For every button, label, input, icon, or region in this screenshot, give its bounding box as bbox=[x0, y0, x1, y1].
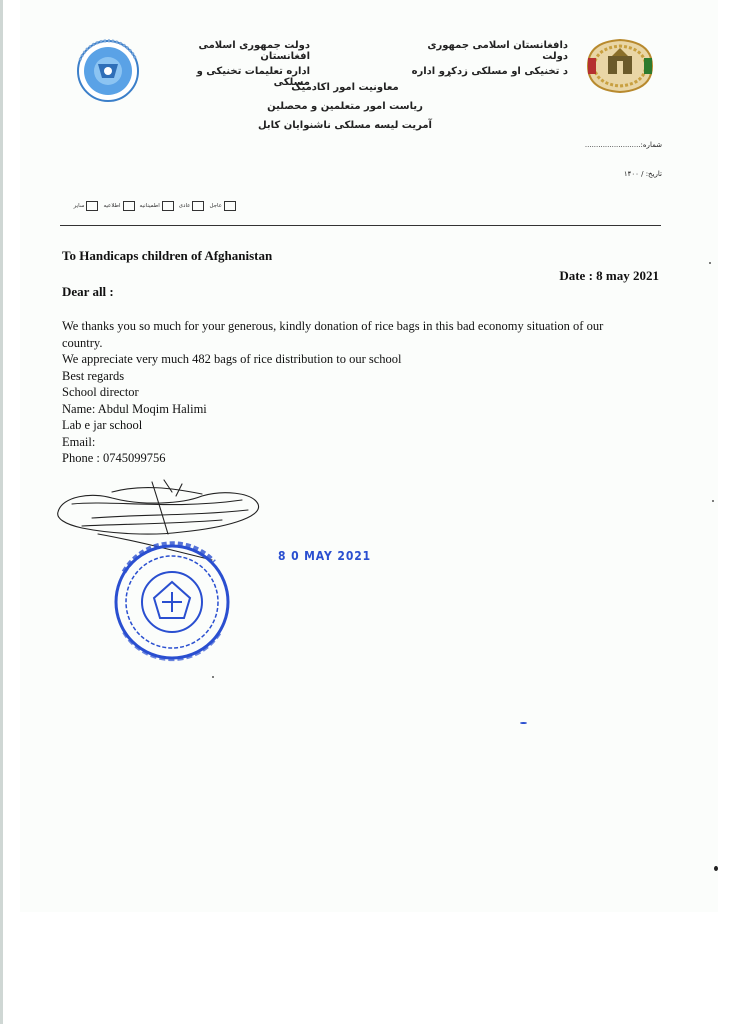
checkbox-notice bbox=[103, 201, 134, 211]
date-value: / ۱۴۰۰ bbox=[623, 170, 644, 178]
letter-line: We thanks you so much for your generous, kindly donation of rice bags in this bad economy situation of our bbox=[62, 319, 604, 333]
letter-line: We appreciate very much 482 bags of rice distribution to our school bbox=[62, 352, 402, 366]
checkbox-label: عاجل bbox=[209, 203, 222, 209]
header-right-line-2: د تخنیکی او مسلکی زدکړو اداره bbox=[411, 66, 568, 77]
header-center bbox=[250, 78, 440, 135]
round-seal bbox=[104, 532, 234, 664]
checkbox-label: سایر bbox=[73, 203, 85, 209]
scan-speck bbox=[712, 500, 714, 502]
letter-body bbox=[62, 318, 672, 467]
scan-speck bbox=[709, 262, 711, 264]
letter-line: Best regards bbox=[62, 368, 125, 383]
checkbox-urgent bbox=[209, 201, 236, 211]
scan-speck bbox=[212, 676, 214, 678]
checkbox-normal bbox=[179, 201, 205, 211]
header-center-line-2: ریاست امور متعلمین و محصلین bbox=[267, 101, 423, 112]
afghanistan-emblem-icon bbox=[580, 36, 660, 96]
header-left-line-1: دولت جمهوری اسلامی افغانستان bbox=[198, 40, 310, 62]
date-label: تاریخ: bbox=[645, 170, 662, 178]
letter-line: Lab e jar school bbox=[62, 418, 143, 432]
letter-line: country. bbox=[62, 335, 103, 350]
date-stamp: 8 0 MAY 2021 bbox=[278, 549, 372, 563]
header-left-line-2: اداره تعلیمات تخنیکی و مسلکی bbox=[196, 66, 310, 88]
checkbox-box bbox=[86, 201, 98, 211]
header-center-line-1: معاونیت امور اکادمیک bbox=[291, 82, 399, 93]
checkbox-assurance bbox=[140, 201, 174, 211]
scan-edge bbox=[0, 0, 3, 1024]
checkbox-other bbox=[74, 201, 99, 211]
letter-salutation: Dear all : bbox=[62, 284, 114, 299]
header-divider bbox=[60, 225, 661, 226]
letter-line: Name: Abdul Moqim Halimi bbox=[62, 401, 207, 416]
letter-line: Email: bbox=[62, 434, 96, 449]
checkbox-box bbox=[123, 201, 135, 211]
number-field: شماره:......................... bbox=[584, 141, 662, 149]
scan-speck bbox=[520, 722, 527, 724]
header-right bbox=[410, 40, 568, 77]
header-right-line-1: دافغانستان اسلامی جمهوری دولت bbox=[427, 40, 568, 62]
checkbox-box bbox=[162, 201, 174, 211]
letter-line: Phone : 0745099756 bbox=[62, 451, 166, 465]
tvet-logo-icon bbox=[68, 38, 148, 104]
letter-recipient: To Handicaps children of Afghanistan bbox=[62, 248, 273, 263]
checkbox-label: عادی bbox=[178, 203, 191, 209]
classification-checkboxes bbox=[60, 201, 236, 211]
letter-line: School director bbox=[62, 385, 139, 399]
header-center-line-3: آمریت لیسه مسلکی ناشنوایان کابل bbox=[258, 120, 432, 131]
scan-speck bbox=[714, 866, 718, 871]
checkbox-label: اطمینانیه bbox=[139, 203, 160, 209]
checkbox-box bbox=[192, 201, 204, 211]
checkbox-label: اطلاعیه bbox=[103, 203, 121, 209]
checkbox-box bbox=[224, 201, 236, 211]
date-field-label bbox=[585, 170, 662, 178]
letter-date: Date : 8 may 2021 bbox=[559, 268, 659, 283]
